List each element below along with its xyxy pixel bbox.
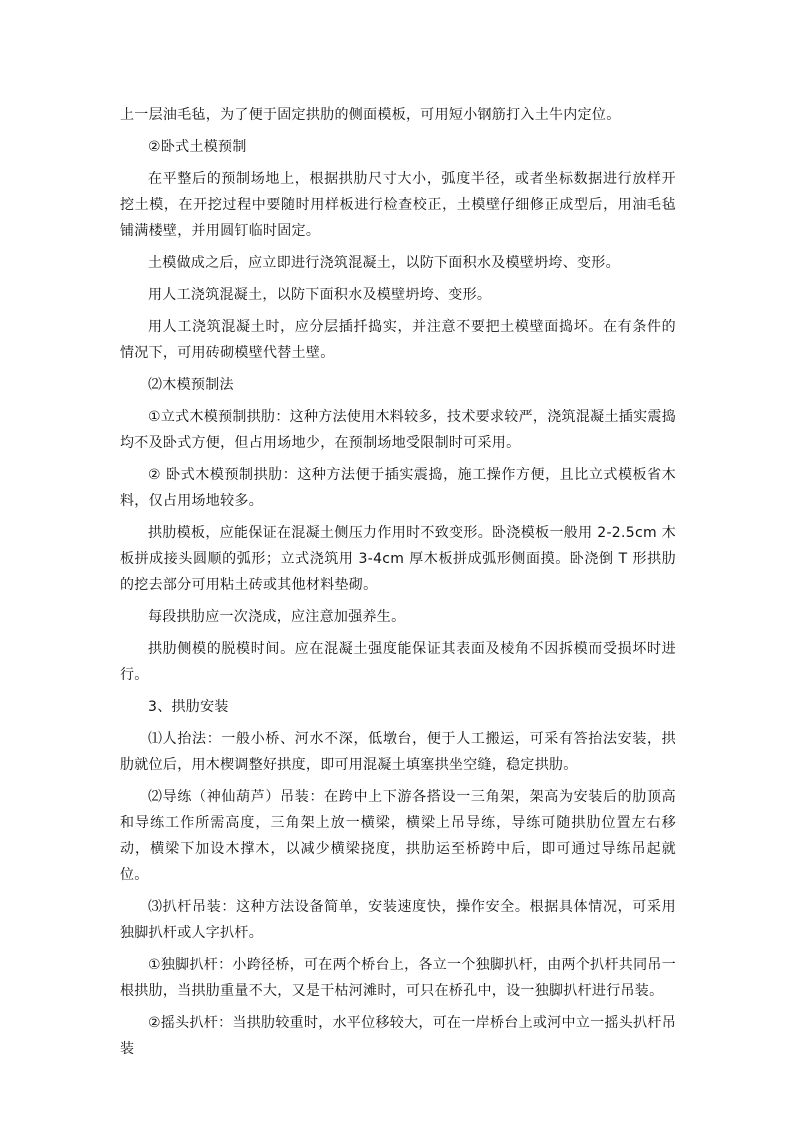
document-body <box>120 102 676 1062</box>
paragraph-soil-mold-excavation: 在平整后的预制场地上，根据拱肋尺寸大小，弧度半径，或者坐标数据进行放样开挖土模，在开挖过程中要随时用样板进行检查校正，土模壁仔细修正成型后，用油毛毡铺满楼壁，并用圆钉临时固定。 <box>120 171 676 239</box>
paragraph-derrick-hoisting: ⑶扒杆吊装：这种方法设备简单，安装速度快，操作安全。根据具体情况，可采用独脚扒杆或人字扒杆。 <box>120 899 676 941</box>
paragraph-chain-hoist: ⑵导练（神仙葫芦）吊装：在跨中上下游各搭设一三角架，架高为安装后的肋顶高和导练工作所需高度，三角架上放一横梁，横梁上吊导练，导练可随拱肋位置左右移动，横梁下加设木撑木，以减少横梁挠度，拱肋运至桥跨中后，即可通过导练吊起就位。 <box>120 789 676 883</box>
paragraph-demolding-time: 拱肋侧模的脱模时间。应在混凝土强度能保证其表面及棱角不因拆模而受损坏时进行。 <box>120 641 676 683</box>
paragraph-single-pole-derrick: ①独脚扒杆：小跨径桥，可在两个桥台上，各立一个独脚扒杆，由两个扒杆共同吊一根拱肋，当拱肋重量不大，又是干枯河滩时，可只在桥孔中，设一独脚扒杆进行吊装。 <box>120 957 676 999</box>
paragraph-continuation: 上一层油毛毡，为了便于固定拱肋的侧面模板，可用短小钢筋打入土牛内定位。 <box>120 107 621 123</box>
paragraph-manual-pour-layers: 用人工浇筑混凝土时，应分层插扦捣实，并注意不要把土模壁面捣坏。在有条件的情况下，可用砖砌模壁代替土壁。 <box>120 319 676 361</box>
paragraph-manual-pour: 用人工浇筑混凝土，以防下面积水及模壁坍垮、变形。 <box>148 287 492 303</box>
paragraph-vertical-wood-mold: ①立式木模预制拱肋：这种方法使用木料较多，技术要求较严，浇筑混凝土插实震捣均不及卧式方便，但占用场地少，在预制场地受限制时可采用。 <box>120 409 676 451</box>
paragraph-manual-lifting: ⑴人抬法：一般小桥、河水不深，低墩台，便于人工搬运，可采有答抬法安装，拱肋就位后，用木楔调整好拱度，即可用混凝土填塞拱坐空缝，稳定拱肋。 <box>120 731 676 773</box>
section-heading-rib-installation: 3、拱肋安装 <box>148 699 229 715</box>
paragraph-single-pour: 每段拱肋应一次浇成，应注意加强养生。 <box>148 609 406 625</box>
paragraph-rib-formwork: 拱肋模板，应能保证在混凝土侧压力作用时不致变形。卧浇模板一般用 2-2.5cm 木板拼成接头圆顺的弧形；立式浇筑用 3-4cm 厚木板拼成弧形侧面摸。卧浇倒 T 形拱肋的挖去部分可用粘土砖或其他材料垫砌。 <box>120 525 676 593</box>
paragraph-pour-after-mold: 土模做成之后，应立即进行浇筑混凝土，以防下面积水及模壁坍垮、变形。 <box>148 255 620 271</box>
paragraph-horizontal-wood-mold: ② 卧式木模预制拱肋：这种方法便于插实震捣，施工操作方便，且比立式模板省木料，仅占用场地较多。 <box>120 467 676 509</box>
paragraph-swing-derrick: ②摇头扒杆：当拱肋较重时，水平位移较大，可在一岸桥台上或河中立一摇头扒杆吊装 <box>120 1015 676 1057</box>
subheading-wood-mold-method: ⑵木模预制法 <box>148 377 234 393</box>
subheading-horizontal-soil-mold: ②卧式土模预制 <box>148 139 247 155</box>
